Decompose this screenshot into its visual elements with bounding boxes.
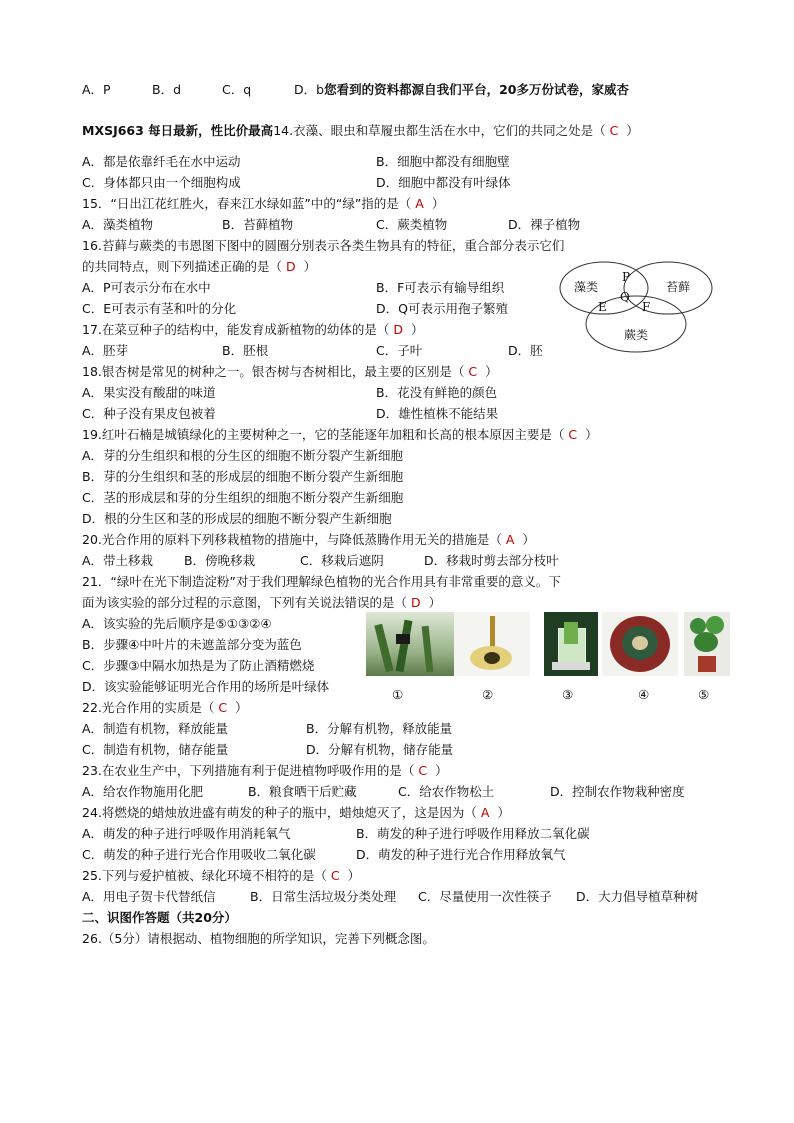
venn-label-algae: 藻类 <box>574 280 599 294</box>
q23-option-b: B．粮食晒干后贮藏 <box>248 784 357 799</box>
q20-option-d: D．移栽时剪去部分枝叶 <box>424 553 559 568</box>
question-22: 22.光合作用的实质是（ C ） <box>82 700 248 715</box>
q19-option-a: A．芽的分生组织和根的分生区的细胞不断分裂产生新细胞 <box>82 448 404 463</box>
question-19: 19.红叶石楠是城镇绿化的主要树种之一，它的茎能逐年加粗和长高的根本原因主要是（ C ） <box>82 427 598 442</box>
q17-answer: D <box>393 322 404 337</box>
q15-option-d: D．裸子植物 <box>508 217 581 232</box>
q18-option-d: D．雄性植株不能结果 <box>376 406 499 421</box>
photo-2-iodine <box>454 612 530 676</box>
q24-option-d: D．萌发的种子进行光合作用释放氧气 <box>356 847 566 862</box>
photo-number-3: ③ <box>562 687 574 702</box>
q18-option-a: A．果实没有酸甜的味道 <box>82 385 216 400</box>
q23-option-c: C．给农作物松土 <box>398 784 495 799</box>
q18-answer: C <box>468 364 478 379</box>
q24-option-b: B．萌发的种子进行呼吸作用释放二氧化碳 <box>356 826 590 841</box>
q15-answer: A <box>415 196 424 211</box>
q14-option-b: B．细胞中都没有细胞壁 <box>376 154 510 169</box>
q19-option-b: B．芽的分生组织和茎的形成层的细胞不断分裂产生新细胞 <box>82 469 404 484</box>
question-16-line1: 16.苔藓与蕨类的韦恩图下图中的圆圈分别表示各类生物具有的特征，重合部分表示它们 <box>82 238 565 253</box>
q22-answer: C <box>218 700 228 715</box>
photo-number-2: ② <box>482 687 494 702</box>
q15-option-b: B．苔藓植物 <box>222 217 294 232</box>
venn-label-q: Q <box>620 290 630 304</box>
q21-option-c: C．步骤③中隔水加热是为了防止酒精燃烧 <box>82 658 315 673</box>
q24-option-a: A．萌发的种子进行呼吸作用消耗氧气 <box>82 826 291 841</box>
top-option-b: B．d <box>152 82 182 97</box>
q16-option-d: D．Q可表示用孢子繁殖 <box>376 301 508 316</box>
question-16-line2: 的共同特点，则下列描述正确的是（ D ） <box>82 259 317 274</box>
q16-option-c: C．E可表示有茎和叶的分化 <box>82 301 237 316</box>
q17-option-a: A．胚芽 <box>82 343 129 358</box>
banner-tail: 您看到的资料都源自我们平台，20多万份试卷，家威杏 <box>324 82 629 97</box>
q21-option-d: D．该实验能够证明光合作用的场所是叶绿体 <box>82 679 330 694</box>
q19-option-c: C．茎的形成层和芽的分生组织的细胞不断分裂产生新细胞 <box>82 490 404 505</box>
question-18: 18.银杏树是常见的树种之一。银杏树与杏树相比，最主要的区别是（ C ） <box>82 364 498 379</box>
venn-label-p: P <box>622 270 631 284</box>
question-21-line2: 面为该实验的部分过程的示意图，下列有关说法错误的是（ D ） <box>82 595 442 610</box>
top-option-a: A．P <box>82 82 111 97</box>
question-21-line1: 21．“绿叶在光下制造淀粉”对于我们理解绿色植物的光合作用具有非常重要的意义。下 <box>82 574 561 589</box>
venn-label-f: F <box>642 300 651 314</box>
q25-option-a: A．用电子贺卡代替纸信 <box>82 889 216 904</box>
q19-option-d: D．根的分生区和茎的形成层的细胞不断分裂产生新细胞 <box>82 511 392 526</box>
q25-option-d: D．大力倡导植草种树 <box>576 889 699 904</box>
q25-option-c: C．尽量使用一次性筷子 <box>418 889 552 904</box>
q20-option-a: A．带土移栽 <box>82 553 154 568</box>
question-24: 24.将燃烧的蜡烛放进盛有萌发的种子的瓶中，蜡烛熄灭了，这是因为（ A ） <box>82 805 510 820</box>
q22-option-b: B．分解有机物，释放能量 <box>306 721 453 736</box>
q17-option-b: B．胚根 <box>222 343 269 358</box>
question-17: 17.在菜豆种子的结构中，能发育成新植物的幼体的是（ D ） <box>82 322 424 337</box>
q23-option-a: A．给农作物施用化肥 <box>82 784 204 799</box>
q17-option-d: D．胚 <box>508 343 543 358</box>
photo-5-potted-plant <box>684 612 730 676</box>
q15-option-a: A．藻类植物 <box>82 217 154 232</box>
question-14: MXSJ663 每日最新，性比价最高14.衣藻、眼虫和草履虫都生活在水中，它们的共同之处是（ C ） <box>82 123 639 138</box>
q20-option-b: B．傍晚移栽 <box>184 553 256 568</box>
q17-option-c: C．子叶 <box>376 343 423 358</box>
q16-answer: D <box>286 259 296 274</box>
q14-answer: C <box>609 123 619 138</box>
top-option-c: C．q <box>222 82 252 97</box>
q25-answer: C <box>330 868 340 883</box>
banner-head: MXSJ663 每日最新，性比价最高 <box>82 123 274 138</box>
q14-option-a: A．都是依靠纤毛在水中运动 <box>82 154 241 169</box>
section-2-title: 二、识图作答题（共20分） <box>82 910 237 925</box>
q18-option-c: C．种子没有果皮包被着 <box>82 406 216 421</box>
q23-option-d: D．控制农作物栽种密度 <box>550 784 685 799</box>
photo-3-water-bath <box>544 612 598 676</box>
q21-option-a: A．该实验的先后顺序是⑤①③②④ <box>82 616 272 631</box>
q22-option-a: A．制造有机物，释放能量 <box>82 721 229 736</box>
photo-number-5: ⑤ <box>698 687 710 702</box>
q16-option-a: A．P可表示分布在水中 <box>82 280 211 295</box>
q20-answer: A <box>505 532 515 547</box>
photo-1-plant <box>366 612 454 676</box>
q14-option-d: D．细胞中都没有叶绿体 <box>376 175 511 190</box>
q16-option-b: B．F可表示有输导组织 <box>376 280 505 295</box>
question-25: 25.下列与爱护植被、绿化环境不相符的是（ C ） <box>82 868 361 883</box>
q24-answer: A <box>480 805 490 820</box>
question-15: 15．“日出江花红胜火，春来江水绿如蓝”中的“绿”指的是（ A ） <box>82 196 445 211</box>
q21-answer: D <box>411 595 421 610</box>
question-23: 23.在农业生产中，下列措施有利于促进植物呼吸作用的是（ C ） <box>82 763 448 778</box>
venn-label-fern: 蕨类 <box>624 328 649 342</box>
photo-number-1: ① <box>392 687 404 702</box>
photo-4-leaf <box>602 612 678 676</box>
venn-diagram <box>556 256 720 356</box>
top-option-d: D．b <box>294 82 325 97</box>
photo-number-4: ④ <box>638 687 650 702</box>
q21-option-b: B．步骤④中叶片的未遮盖部分变为蓝色 <box>82 637 302 652</box>
venn-label-e: E <box>598 300 607 314</box>
q15-option-c: C．蕨类植物 <box>376 217 448 232</box>
q22-option-d: D．分解有机物，储存能量 <box>306 742 454 757</box>
q14-option-c: C．身体都只由一个细胞构成 <box>82 175 241 190</box>
q20-option-c: C．移栽后遮阴 <box>300 553 384 568</box>
question-20: 20.光合作用的原料下列移栽植物的措施中，与降低蒸腾作用无关的措施是（ A ） <box>82 532 535 547</box>
venn-label-moss: 苔藓 <box>666 280 691 294</box>
q23-answer: C <box>418 763 428 778</box>
q22-option-c: C．制造有机物，储存能量 <box>82 742 229 757</box>
question-26: 26.（5分）请根据动、植物细胞的所学知识，完善下列概念图。 <box>82 931 435 946</box>
q14-stem: 14.衣藻、眼虫和草履虫都生活在水中，它们的共同之处是（ <box>273 123 606 138</box>
q25-option-b: B．日常生活垃圾分类处理 <box>250 889 397 904</box>
q18-option-b: B．花没有鲜艳的颜色 <box>376 385 498 400</box>
q19-answer: C <box>568 427 578 442</box>
q24-option-c: C．萌发的种子进行光合作用吸收二氧化碳 <box>82 847 316 862</box>
